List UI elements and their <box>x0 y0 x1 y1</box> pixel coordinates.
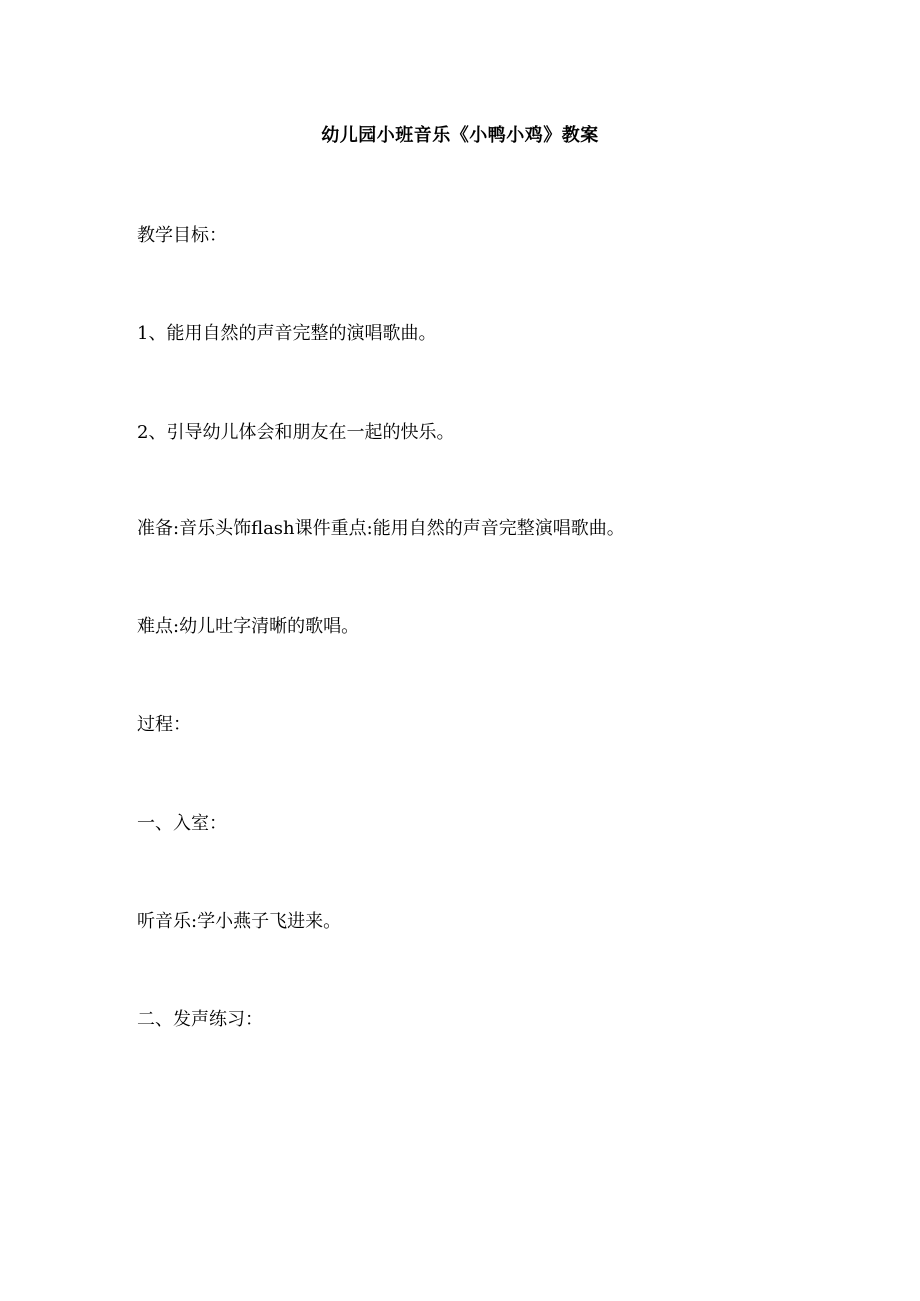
difficulty-paragraph: 难点:幼儿吐字清晰的歌唱。 <box>137 616 360 637</box>
section-heading-process: 过程： <box>137 714 191 735</box>
step-1-paragraph: 听音乐:学小燕子飞进来。 <box>137 911 342 932</box>
goal-item-2: 2、引导幼儿体会和朋友在一起的快乐。 <box>137 422 455 443</box>
step-heading-2: 二、发声练习： <box>137 1009 263 1030</box>
step-heading-1: 一、入室： <box>137 813 227 834</box>
goal-item-1: 1、能用自然的声音完整的演唱歌曲。 <box>137 323 437 344</box>
section-heading-teaching-goals: 教学目标： <box>137 225 227 246</box>
preparation-paragraph: 准备:音乐头饰flash课件重点:能用自然的声音完整演唱歌曲。 <box>137 518 625 539</box>
document-title: 幼儿园小班音乐《小鸭小鸡》教案 <box>321 125 599 146</box>
